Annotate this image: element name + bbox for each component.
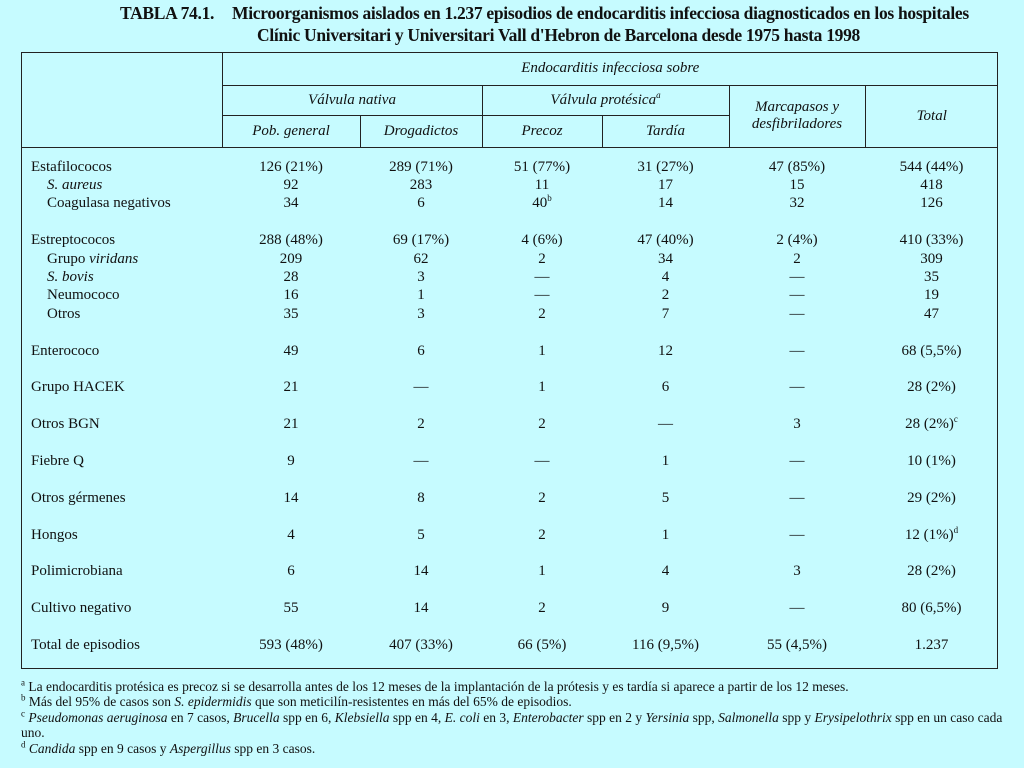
table-cell: 14 bbox=[658, 195, 673, 212]
table-cell: 47 (40%) bbox=[637, 232, 694, 249]
table-cell: 5 bbox=[661, 489, 670, 506]
table-cell: 1 bbox=[538, 563, 546, 580]
table-cell: 2 bbox=[538, 526, 546, 543]
table-cell: — bbox=[789, 600, 805, 617]
header-group: Endocarditis infecciosa sobre bbox=[222, 52, 998, 85]
table-cell: 2 bbox=[417, 416, 425, 433]
header-precoz: Precoz bbox=[482, 115, 602, 147]
spacer-row bbox=[21, 544, 998, 562]
table-cell: 309 bbox=[920, 250, 943, 267]
table-row bbox=[21, 599, 998, 617]
table-cell: 12 bbox=[658, 342, 673, 359]
table-cell: 21 bbox=[283, 416, 299, 433]
table-row bbox=[21, 176, 998, 194]
table-cell: 2 bbox=[538, 600, 546, 617]
data-table bbox=[21, 52, 998, 654]
table-cell: 21 bbox=[283, 379, 299, 396]
table-cell: 92 bbox=[283, 177, 299, 194]
table-cell: 32 bbox=[789, 195, 805, 212]
table-cell: 126 bbox=[920, 195, 943, 212]
row-label: Polimicrobiana bbox=[31, 563, 123, 580]
table-cell: — bbox=[534, 452, 550, 469]
header-pob-general: Pob. general bbox=[222, 115, 360, 147]
table-cell: 49 bbox=[283, 342, 299, 359]
table-cell: — bbox=[789, 287, 805, 304]
table-cell: 283 bbox=[409, 177, 433, 194]
spacer-row bbox=[21, 213, 998, 231]
table-cell: 51 (77%) bbox=[513, 158, 571, 175]
table-title bbox=[120, 2, 980, 46]
table-cell: 19 bbox=[924, 287, 939, 304]
table-cell: 209 bbox=[279, 250, 303, 267]
table-cell: 410 (33%) bbox=[899, 232, 964, 249]
row-label: S. bovis bbox=[47, 269, 94, 286]
header-total: Total bbox=[865, 85, 998, 147]
table-cell: 31 (27%) bbox=[637, 158, 694, 175]
header-corner bbox=[21, 52, 222, 147]
row-label: Cultivo negativo bbox=[31, 600, 132, 617]
footnote-a: $^a$ La endocarditis protésica es precoz si se desarrolla antes de los 12 meses de la implantación de la prótesis y es tardía si aparece a partir de los 12 meses. bbox=[21, 677, 849, 694]
footnote-d: $^d$ Candida spp en 9 casos y Aspergillus spp en 3 casos. bbox=[21, 739, 316, 756]
table-cell: 10 (1%) bbox=[907, 452, 956, 469]
row-label: Enterococo bbox=[31, 342, 100, 359]
spacer-row bbox=[21, 323, 998, 341]
table-cell: 2 bbox=[793, 250, 801, 267]
table-cell: — bbox=[534, 269, 550, 286]
table-cell: — bbox=[413, 452, 429, 469]
table-cell: 35 bbox=[283, 305, 299, 322]
row-label: Neumococo bbox=[47, 287, 120, 304]
table-body bbox=[21, 158, 998, 655]
table-cell: 407 (33%) bbox=[389, 636, 453, 653]
table-cell: 16 bbox=[283, 287, 299, 304]
spacer-row bbox=[21, 360, 998, 378]
table-row bbox=[21, 525, 998, 543]
row-label: Estreptococos bbox=[31, 232, 116, 249]
table-cell: 288 (48%) bbox=[259, 232, 323, 249]
table-cell: 2 bbox=[538, 489, 546, 506]
table-cell: 2 bbox=[538, 250, 546, 267]
spacer-row bbox=[21, 617, 998, 635]
table-cell: 34 bbox=[283, 195, 299, 212]
table-cell: 116 (9,5%) bbox=[632, 636, 699, 653]
row-label: Otros BGN bbox=[31, 416, 100, 433]
table-cell: 2 (4%) bbox=[776, 232, 818, 249]
table-cell: 1 bbox=[661, 526, 670, 543]
row-label: Estafilococos bbox=[31, 158, 112, 175]
table-cell: 14 bbox=[413, 563, 429, 580]
table-cell: 28 (2%) bbox=[907, 379, 956, 396]
table-row bbox=[21, 231, 998, 249]
spacer-row bbox=[21, 433, 998, 451]
footnote-c: $^c$ Pseudomonas aeruginosa en 7 casos, Brucella spp en 6, Klebsiella spp en 4, E. coli en 3, Enterobacter spp en 2 y Yersinia spp, Salmonella spp y Erysipelothrix spp en un caso cada uno. bbox=[21, 708, 1003, 741]
table-cell: 15 bbox=[789, 177, 805, 194]
table-cell: 8 bbox=[417, 489, 425, 506]
table-cell: 29 (2%) bbox=[907, 489, 956, 506]
table-row bbox=[21, 194, 998, 212]
footnotes bbox=[21, 679, 1011, 756]
spacer-row bbox=[21, 470, 998, 488]
table-cell: 3 bbox=[417, 305, 425, 322]
table-row bbox=[21, 158, 998, 176]
table-cell: — bbox=[413, 379, 429, 396]
title-line-2: Clínic Universitari y Universitari Vall d'Hebron de Barcelona desde 1975 hasta 1998 bbox=[257, 25, 861, 45]
table-cell: 1 bbox=[417, 287, 425, 304]
table-cell: 1.237 bbox=[914, 636, 949, 653]
table-cell: 68 (5,5%) bbox=[901, 342, 962, 359]
table-row bbox=[21, 562, 998, 580]
table-cell: 544 (44%) bbox=[899, 158, 964, 175]
table-cell: 12 $(1\%)^d$ bbox=[904, 524, 959, 543]
table-cell: 3 bbox=[417, 269, 425, 286]
table-cell: 6 bbox=[287, 563, 295, 580]
table-cell: 1 bbox=[538, 379, 546, 396]
table-cell: 17 bbox=[658, 177, 673, 194]
table-cell: — bbox=[789, 305, 805, 322]
header-tardia: Tardía bbox=[602, 115, 729, 147]
table-cell: 1 bbox=[661, 452, 670, 469]
table-cell: — bbox=[658, 416, 673, 433]
table-cell: 4 bbox=[661, 269, 670, 286]
table-cell: 4 (6%) bbox=[521, 232, 563, 249]
table-cell: 47 bbox=[924, 305, 939, 322]
spacer-row bbox=[21, 580, 998, 598]
table-cell: 9 bbox=[287, 452, 295, 469]
spacer-row bbox=[21, 507, 998, 525]
table-cell: 14 bbox=[283, 489, 299, 506]
table-cell: — bbox=[789, 526, 805, 543]
row-label: Fiebre Q bbox=[31, 452, 84, 469]
table-cell: 55 bbox=[283, 600, 299, 617]
table-cell: 6 bbox=[661, 379, 670, 396]
table-cell: 7 bbox=[661, 305, 670, 322]
table-cell: — bbox=[789, 452, 805, 469]
table-cell: 4 bbox=[287, 526, 295, 543]
table-cell: — bbox=[789, 379, 805, 396]
row-label: Otros bbox=[47, 305, 81, 322]
table-cell: 34 bbox=[658, 250, 673, 267]
row-label: Grupo viridans bbox=[47, 250, 139, 267]
footnote-b: $^b$ Más del 95% de casos son S. epidermidis que son meticilín-resistentes en más del 65% de episodios. bbox=[21, 692, 572, 710]
row-label: Hongos bbox=[31, 526, 78, 543]
table-cell: 69 (17%) bbox=[392, 232, 450, 249]
table-cell: 35 bbox=[924, 269, 939, 286]
table-cell: — bbox=[789, 489, 805, 506]
table-row bbox=[21, 378, 998, 396]
table-cell: 14 bbox=[413, 600, 429, 617]
table-cell: 593 (48%) bbox=[259, 636, 323, 653]
row-label: Grupo HACEK bbox=[31, 379, 125, 396]
table-row bbox=[21, 249, 998, 267]
table-cell: 289 (71%) bbox=[389, 158, 453, 175]
table-row bbox=[21, 268, 998, 286]
header-drogadictos: Drogadictos bbox=[360, 115, 482, 147]
table-cell: 6 bbox=[417, 195, 425, 212]
table-cell: — bbox=[534, 287, 550, 304]
title-line-1: Microorganismos aislados en 1.237 episodios de endocarditis infecciosa diagnosticados en los hospitales bbox=[232, 3, 969, 23]
table-row bbox=[21, 452, 998, 470]
table-cell: — bbox=[789, 269, 805, 286]
table-cell: 80 (6,5%) bbox=[901, 600, 962, 617]
table-cell: — bbox=[789, 342, 805, 359]
table-cell: 47 (85%) bbox=[768, 158, 826, 175]
row-label: Total de episodios bbox=[31, 636, 140, 653]
table-cell: 418 bbox=[920, 177, 943, 194]
table-row bbox=[21, 636, 998, 654]
row-label: Otros gérmenes bbox=[31, 489, 126, 506]
table-row bbox=[21, 415, 998, 433]
table-cell: 11 bbox=[534, 177, 550, 194]
table-row bbox=[21, 305, 998, 323]
table-cell: 2 bbox=[661, 287, 670, 304]
table-cell: 62 bbox=[413, 250, 429, 267]
table-cell: 28 bbox=[283, 269, 299, 286]
header-marcapasos: Marcapasos y desfibriladores bbox=[729, 85, 865, 147]
table-cell: 6 bbox=[417, 342, 425, 359]
table-cell: 126 (21%) bbox=[259, 158, 323, 175]
table-cell: 28 $(2\%)^c$ bbox=[905, 414, 958, 433]
table-row bbox=[21, 489, 998, 507]
table-cell: 2 bbox=[538, 416, 546, 433]
row-label: S. aureus bbox=[47, 177, 103, 194]
row-label: Coagulasa negativos bbox=[47, 195, 171, 212]
table-cell: 28 (2%) bbox=[907, 563, 956, 580]
spacer-row bbox=[21, 397, 998, 415]
table-cell: 1 bbox=[538, 342, 546, 359]
table-cell: 40$^b$ bbox=[532, 193, 552, 212]
header-valvula-protesica: Válvula protésica$^a$ bbox=[482, 85, 729, 115]
table-cell: 4 bbox=[661, 563, 670, 580]
table-row bbox=[21, 286, 998, 304]
table-cell: 3 bbox=[793, 563, 801, 580]
table-row bbox=[21, 341, 998, 359]
table-cell: 2 bbox=[538, 305, 546, 322]
table-cell: 3 bbox=[793, 416, 801, 433]
table-cell: 55 (4,5%) bbox=[767, 636, 827, 653]
table-cell: 9 bbox=[661, 600, 670, 617]
table-cell: 5 bbox=[417, 526, 425, 543]
header-valvula-nativa: Válvula nativa bbox=[222, 85, 482, 115]
table-cell: 66 (5%) bbox=[517, 636, 567, 653]
table-number: TABLA 74.1. bbox=[120, 3, 215, 23]
